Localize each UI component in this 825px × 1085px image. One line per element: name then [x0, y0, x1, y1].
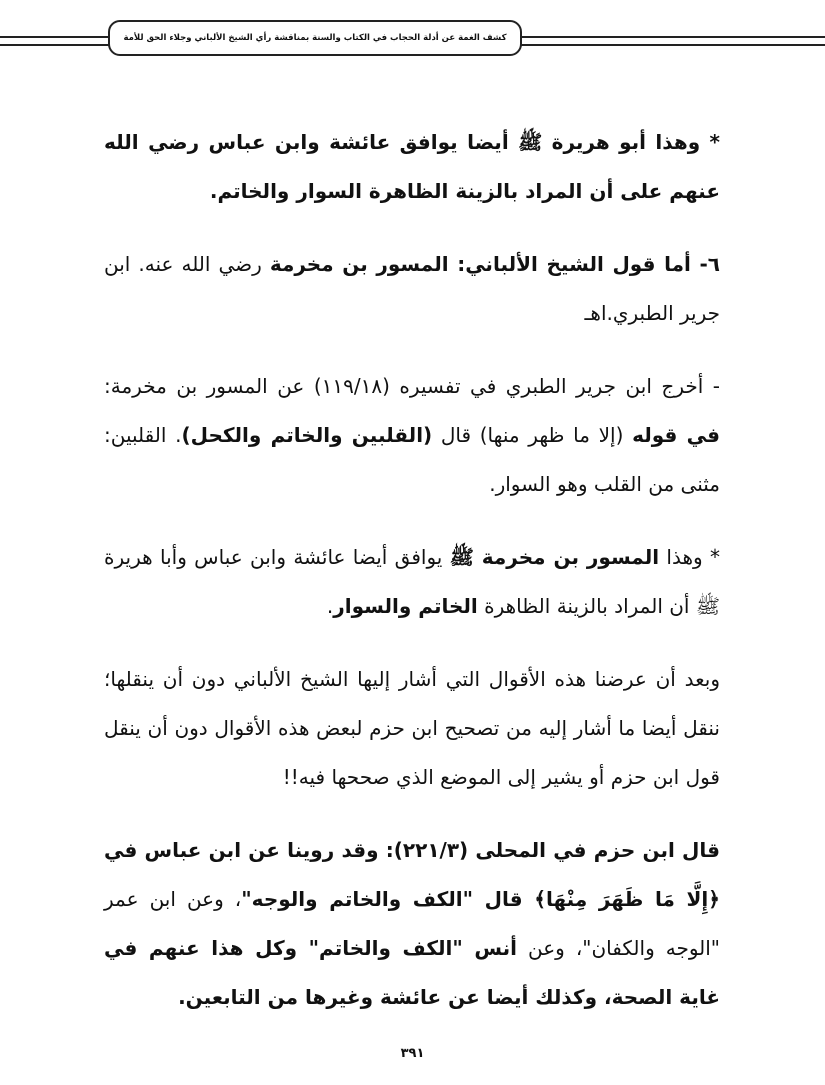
header-rule-right	[516, 36, 825, 46]
paragraph-ibn-hazm-intro	[104, 655, 720, 802]
book-title: كشف الغمة عن أدلة الحجاب في الكتاب والسنة بمناقشة رأي الشيخ الألباني وجلاء الحق للأمة	[123, 33, 507, 43]
header-rule-left	[0, 36, 114, 46]
paragraph-abu-huraira	[104, 118, 720, 216]
tabari-fi-qawlih: في قوله	[632, 423, 720, 447]
quran-verse: إِلَّا مَا ظَهَرَ مِنْهَا	[545, 887, 709, 911]
tabari-answer: (القلبين والخاتم والكحل)	[181, 423, 433, 447]
tabari-intro: - أخرج ابن جرير الطبري في تفسيره (١١٩/١٨) عن المسور بن مخرمة:	[104, 374, 720, 398]
albani-quote-bold: ٦- أما قول الشيخ الألباني: المسور بن مخرمة	[269, 252, 720, 276]
tabari-explanation: . القلبين: مثنى من القلب وهو السوار.	[104, 423, 720, 496]
page-number: ٣٩١	[400, 1046, 425, 1061]
paragraph-ibn-hazm-quote	[104, 826, 720, 1022]
miswar-end: .	[326, 594, 334, 618]
running-header	[108, 20, 522, 56]
tabari-verse: (إلا ما ظهر منها) قال	[432, 423, 633, 447]
paragraph-text: * وهذا أبو هريرة ﷺ أيضا يوافق عائشة وابن عباس رضي الله عنهم على أن المراد بالزينة الظاهرة السوار والخاتم.	[104, 130, 720, 203]
page-body	[104, 118, 720, 1022]
miswar-middle: يوافق أيضا عائشة وابن عباس وأبا هريرة ﷺ أن المراد بالزينة الظاهرة	[104, 545, 720, 618]
paragraph-text: وبعد أن عرضنا هذه الأقوال التي أشار إليها الشيخ الألباني دون أن ينقلها؛ ننقل أيضا ما أشار إليه من تصحيح ابن حزم لبعض هذه الأقوال دون أن ينقل قول ابن حزم أو يشير إلى الموضع الذي صححها فيه!!	[104, 667, 720, 789]
albani-quote-rest: رضي الله عنه. ابن جرير الطبري.اهـ	[104, 252, 720, 325]
miswar-conclusion: الخاتم والسوار	[333, 594, 478, 618]
paragraph-miswar-agrees	[104, 533, 720, 631]
paragraph-albani-quote	[104, 240, 720, 338]
miswar-lead: * وهذا	[659, 545, 721, 569]
ibn-hazm-lead: قال ابن حزم في المحلى (٢٢١/٣): وقد روينا عن ابن عباس في ﴿	[104, 838, 720, 911]
paragraph-tabari-narration	[104, 362, 720, 509]
ibn-abbas-answer: "الكف والخاتم والوجه"	[241, 887, 473, 911]
ibn-hazm-qal: ﴾ قال	[473, 887, 546, 911]
anas-answer: أنس "الكف والخاتم" وكل هذا عنهم في غاية الصحة، وكذلك أيضا عن عائشة وغيرها من التابعين.	[104, 936, 720, 1009]
ibn-umar-answer: ، وعن ابن عمر "الوجه والكفان"، وعن	[104, 887, 720, 960]
miswar-name: المسور بن مخرمة ﷺ	[449, 545, 660, 569]
